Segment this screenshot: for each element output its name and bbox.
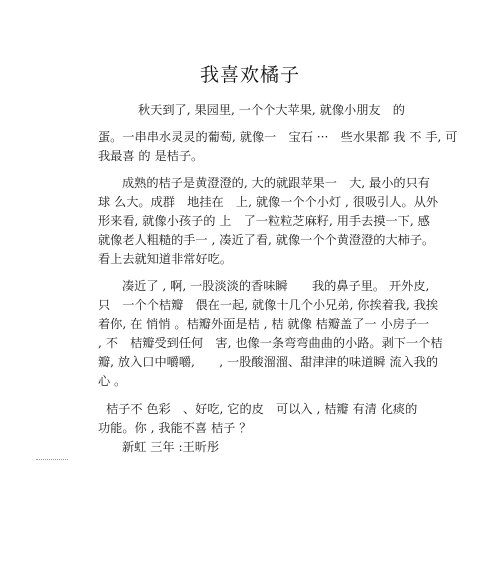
text-line: , 不 桔瓣受到任何 害, 也像一条弯弯曲曲的小路。剥下一个桔 <box>98 336 443 350</box>
text-line: 只 一个个桔瓣 偎在一起, 就像十几个小兄弟, 你挨着我, 我挨 <box>98 298 439 312</box>
text-line: 形来看, 就像小孩子的 上 了一粒粒芝麻籽, 用手去摸一下, 感 <box>98 214 430 228</box>
page-title: 我喜欢橘子 <box>199 64 300 86</box>
text-line: 桔子不 色彩 、好吃, 它的皮 可以入 , 桔瓣 有清 化痰的 <box>106 402 418 416</box>
author-line: 新虹 三年 :王昕彤 <box>122 440 220 454</box>
text-line: 球 么大。成群 地挂在 上, 就像一个个小灯 , 很吸引人。从外 <box>98 195 439 209</box>
text-line: 秋天到了, 果园里, 一个个大苹果, 就像小朋友 的 <box>138 103 405 117</box>
text-line: 着你, 在 悄悄 。桔瓣外面是桔 , 桔 就像 桔瓣盖了一 小房子一 <box>98 317 430 331</box>
text-line: 我最喜 的 是桔子。 <box>98 149 204 163</box>
text-line: 看上去就知道非常好吃。 <box>98 252 233 266</box>
text-line: 成熟的桔子是黄澄澄的, 大的就跟苹果一 大, 最小的只有 <box>122 176 430 190</box>
text-line: 就像老人粗糙的手一 , 凑近了看, 就像一个个黄澄澄的大柿子。 <box>98 233 435 247</box>
text-line: 瓣, 放入口中嚼嚼, , 一股酸溜溜、甜津津的味道瞬 流入我的 <box>98 355 439 369</box>
text-line: 蛋。一串串水灵灵的葡萄, 就像一 宝石 ··· 些水果都 我 不 手, 可 <box>98 130 458 144</box>
text-line: 心 。 <box>98 374 127 388</box>
text-line: 凑近了 , 啊, 一股淡淡的香味瞬 我的鼻子里。 开外皮, <box>122 279 430 293</box>
text-line: 功能。你 , 我能不喜 桔子 ？ <box>98 421 252 435</box>
footer-divider <box>36 459 68 460</box>
